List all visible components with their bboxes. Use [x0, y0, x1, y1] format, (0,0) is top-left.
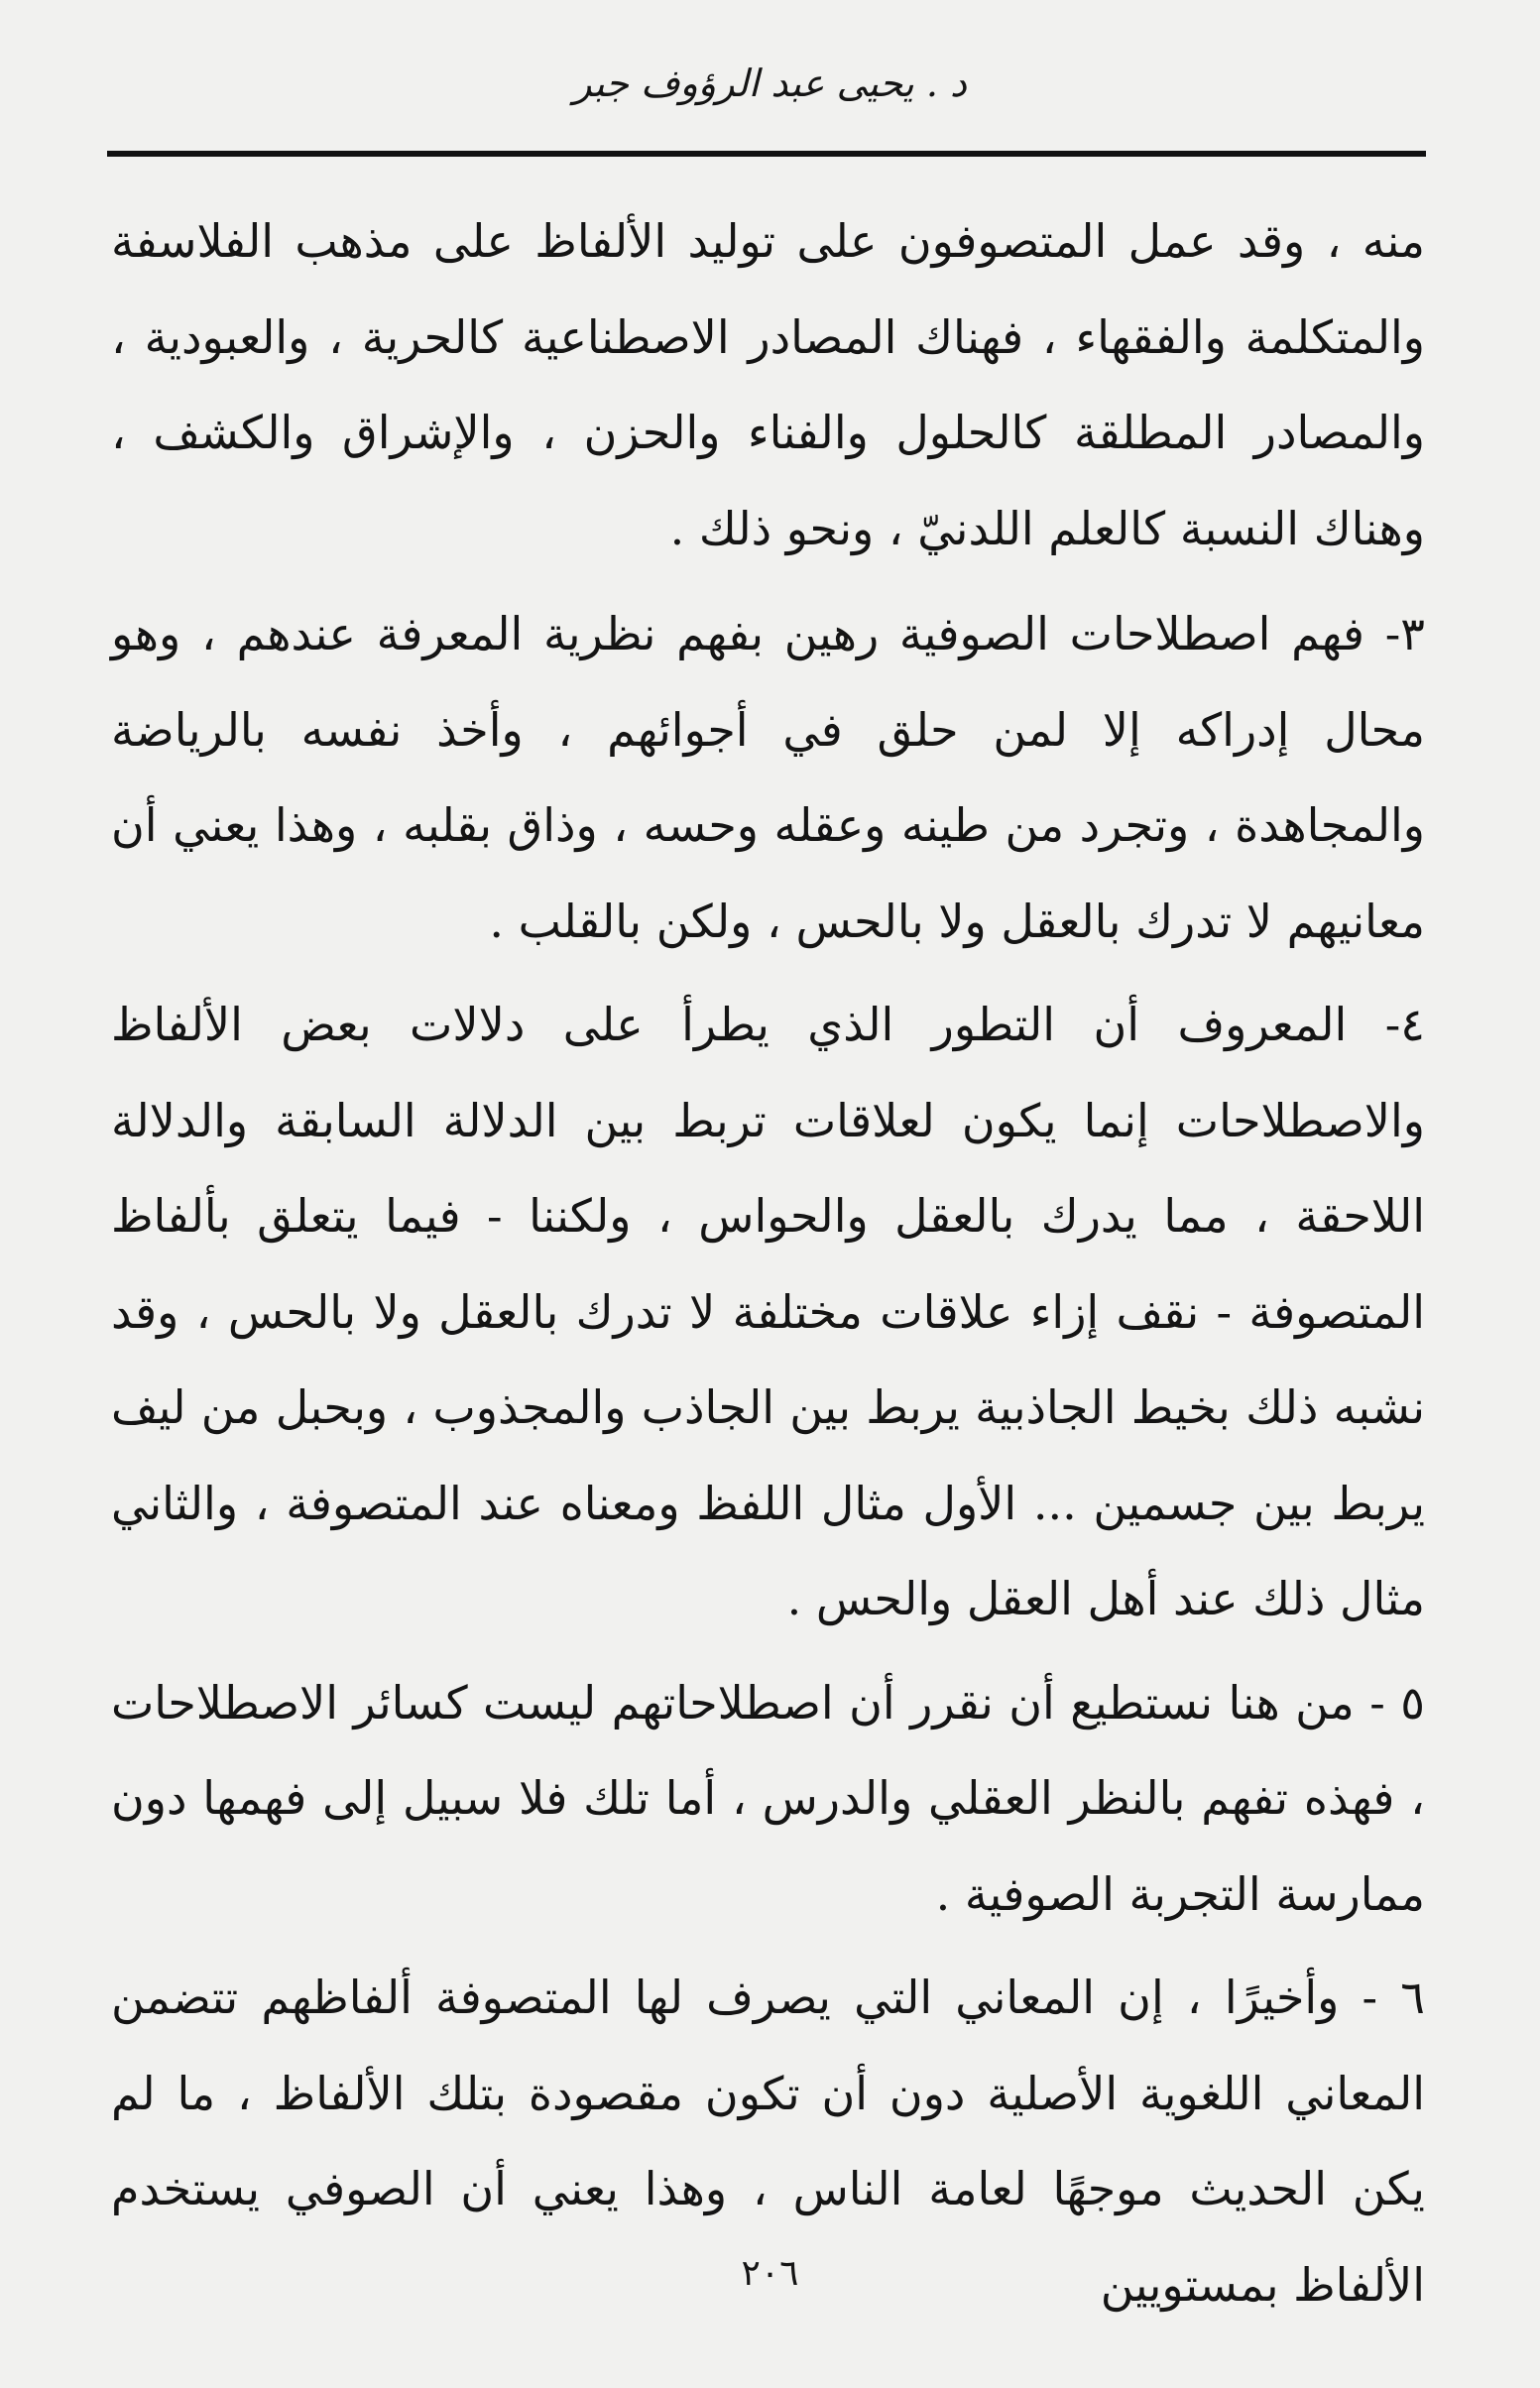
paragraph-point-3: ٣- فهم اصطلاحات الصوفية رهين بفهم نظرية المعرفة عندهم ، وهو محال إدراكه إلا لمن حلق في أجوائهم ، وأخذ نفسه بالرياضة والمجاهدة ، وتجرد من طينه وعقله وحسه ، وذاق بقلبه ، وهذا يعني أن معانيهم لا تدرك بالعقل ولا بالحس ، ولكن بالقلب . — [111, 607, 1425, 948]
running-header: د . يحيى عبد الرؤوف جبر — [573, 61, 967, 105]
paragraph-point-5: ٥ - من هنا نستطيع أن نقرر أن اصطلاحاتهم ليست كسائر الاصطلاحات ، فهذه تفهم بالنظر العقلي والدرس ، أما تلك فلا سبيل إلى فهمها دون ممارسة التجربة الصوفية . — [111, 1675, 1425, 1921]
paragraph-point-4: ٤- المعروف أن التطور الذي يطرأ على دلالات بعض الألفاظ والاصطلاحات إنما يكون لعلاقات تربط بين الدلالة السابقة والدلالة اللاحقة ، مما يدرك بالعقل والحواس ، ولكننا - فيما يتعلق بألفاظ المتصوفة - نقف إزاء علاقات مختلفة لا تدرك بالعقل ولا بالحس ، وقد نشبه ذلك بخيط الجاذبية يربط بين الجاذب والمجذوب ، وبحبل من ليف يربط بين جسمين ... الأول مثال اللفظ ومعناه عند المتصوفة ، والثاني مثال ذلك عند أهل العقل والحس . — [111, 998, 1425, 1625]
page-number: ٢٠٦ — [741, 2253, 799, 2294]
body-text — [111, 193, 1425, 2340]
paragraph-point-6: ٦ - وأخيرًا ، إن المعاني التي يصرف لها المتصوفة ألفاظهم تتضمن المعاني اللغوية الأصلية دون أن تكون مقصودة بتلك الألفاظ ، ما لم يكن الحديث موجهًا لعامة الناس ، وهذا يعني أن الصوفي يستخدم الألفاظ بمستويين — [111, 1970, 1425, 2312]
paragraph-continuation: منه ، وقد عمل المتصوفون على توليد الألفاظ على مذهب الفلاسفة والمتكلمة والفقهاء ، فهناك المصادر الاصطناعية كالحرية ، والعبودية ، والمصادر المطلقة كالحلول والفناء والحزن ، والإشراق والكشف ، وهناك النسبة كالعلم اللدنيّ ، ونحو ذلك . — [111, 214, 1425, 555]
header-divider — [107, 151, 1426, 157]
